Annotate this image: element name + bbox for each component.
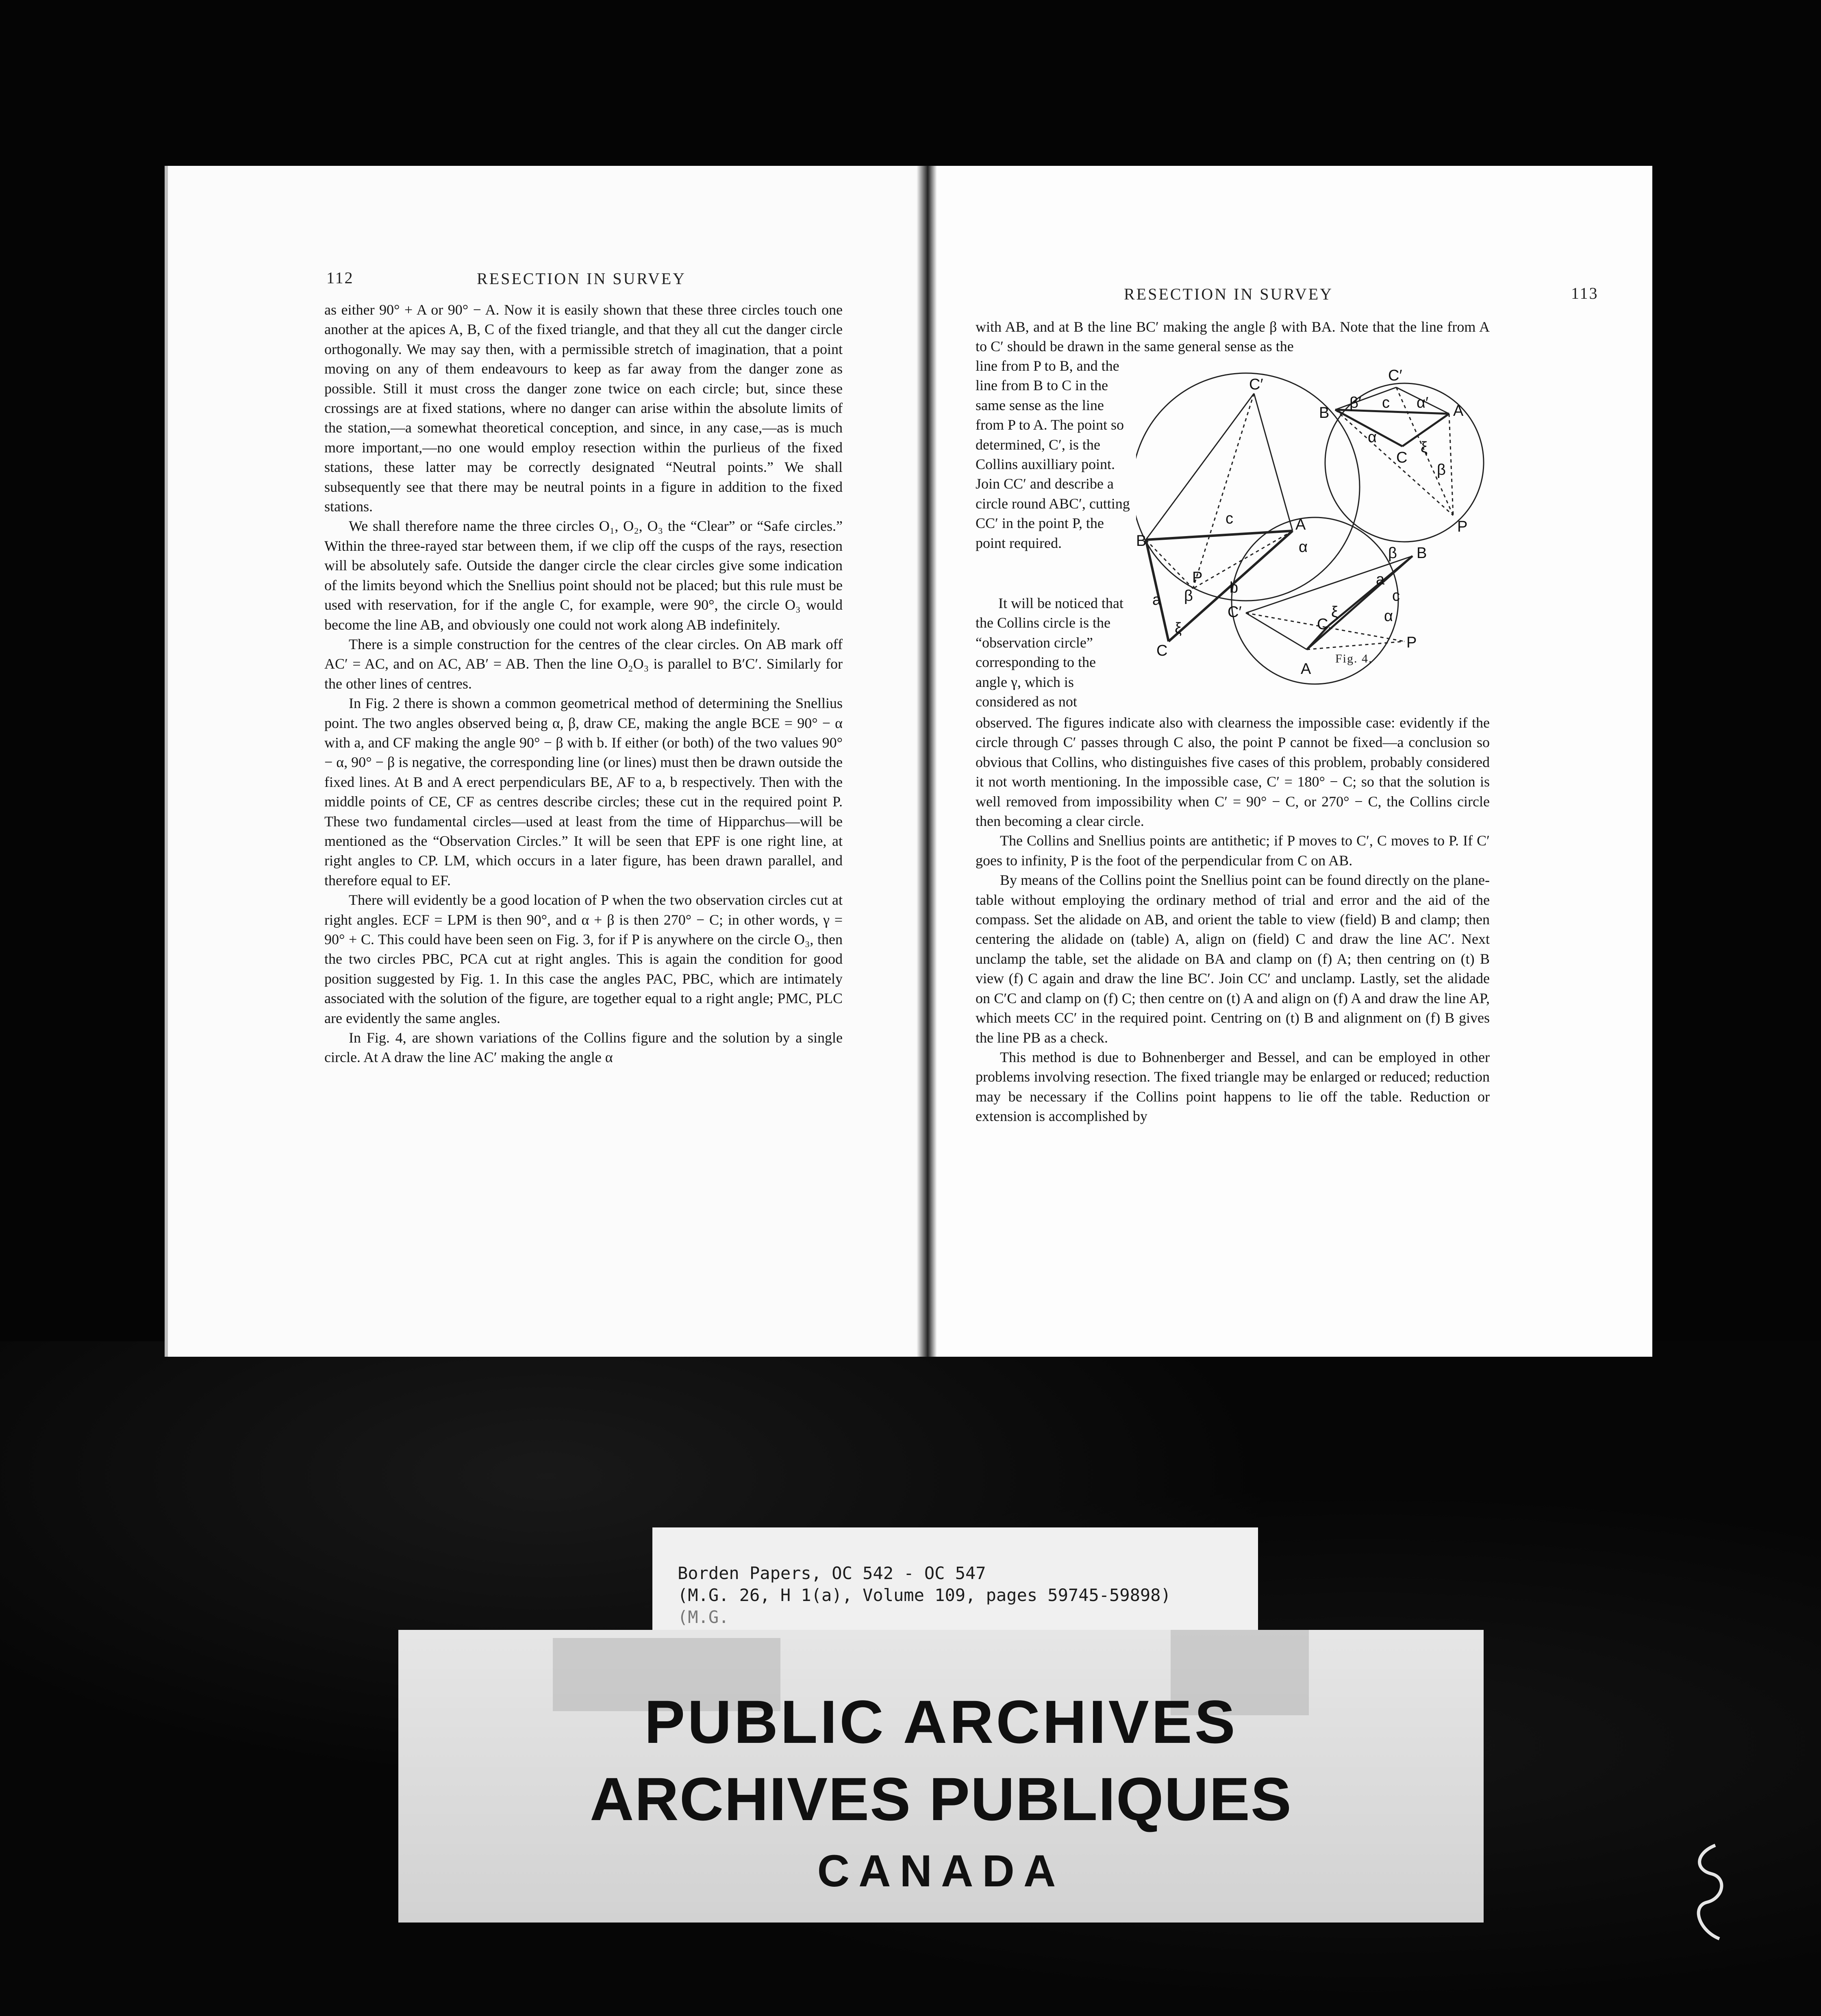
left-page-number: 112 (326, 269, 354, 287)
left-page (165, 166, 929, 1357)
right-page-number: 113 (1571, 284, 1599, 302)
paragraph: In Fig. 2 there is shown a common geometrical method of determining the Snellius point. The two angles observed being α, β, draw CE, making the angle BCE = 90° − α with a, and CF making the angle 90° − β with b. If either (or both) of the two values 90° − α, 90° − β is negative, the corresponding line (or lines) must then be drawn outside the fixed lines. At B and A erect perpendiculars BE, AF to a, b respectively. Then with the middle points of CE, CF as centres describe circles; these cut in the required point P. These two fundamental circles—used at least from the time of Hipparchus—will be mentioned as the “Observation Circles.” It will be seen that EPF is one right line, at right angles to CP. LM, which occurs in a later figure, has been drawn parallel, and therefore equal to EF. (324, 695, 843, 889)
fig2-label-c-side: c (1382, 394, 1390, 411)
fig1-label-c-prime: C′ (1249, 376, 1263, 393)
beside-figure-text: line from P to B, and the line from B to C in the same sense as the line from P to A. The point so determined, C′, is the Collins auxilliary point. Join CC′ and describe a circle round ABC′, cutting CC′ in the point P, the point required. (976, 358, 1130, 551)
fig2-label-beta: β (1437, 461, 1446, 478)
fig2-label-beta-prime: β′ (1349, 394, 1361, 411)
paragraph: There is a simple construction for the centres of the clear circles. On AB mark off AC′ = AC, and on AC, AB′ = AB. Then the line O₂O₃ is parallel to B′C′. Similarly for the other lines of centres. (324, 636, 843, 692)
paragraph: There will evidently be a good location of P when the two observation circles cut at right angles. ECF = LPM is then 90°, and α + β is then 270° − C; in other words, γ = 90° + C. This could have been seen on Fig. 3, for if P is anywhere on the circle O₃, then the two circles PBC, PCA cut at right angles. This is again the condition for good position suggested by Fig. 1. In this case the angles PAC, PBC, which are intimately associated with the solution of the figure, are together equal to a right angle; PMC, PLC are evidently the same angles. (324, 892, 843, 1026)
figure-caption: Fig. 4. (1335, 652, 1373, 665)
fig3-label-b: B (1417, 545, 1427, 562)
label-line-1: PUBLIC ARCHIVES (644, 1688, 1238, 1756)
fig3-label-beta: β (1388, 545, 1397, 562)
paragraph: as either 90° + A or 90° − A. Now it is easily shown that these three circles touch one another at the apices A, B, C of the fixed triangle, and that they all cut the danger circle orthogonally. We may say then, with a permissible stretch of imagination, that a point moving on any of them endeavours to keep as far away from the danger zone as possible. Still it must cross the danger zone twice on each circle; but, since these crossings are at fixed stations, where no danger can arise within the absolute limits of the station,—a somewhat theoretical conception, and since, in any case,—as is much more important,—no one would employ resection within the purlieus of the fixed stations, these latter may be correctly designated “Neutral points.” We shall subsequently see that there may be neutral points in a figure in addition to the fixed stations. (324, 302, 843, 515)
fig3-label-a: A (1301, 660, 1311, 678)
fig2-label-b: B (1319, 404, 1330, 421)
paragraph: We shall therefore name the three circles O₁, O₂, O₃ the “Clear” or “Safe circles.” Within the three-rayed star between them, if we clip off the cusps of the rays, resection will be absolutely safe. Outside the danger circle the clear circles give some indication of the limits beyond which the Snellius point should not be placed; but this rule must be used with reservation, for if the angle C, for example, were 90°, the circle O₃ would become the line AB, and obviously one could not work along AB indefinitely. (324, 518, 843, 633)
left-running-head: RESECTION IN SURVEY (477, 269, 687, 288)
fig2-label-a: A (1453, 402, 1464, 419)
open-book (165, 166, 1652, 1357)
fig3-label-a-side: a (1376, 571, 1385, 588)
archive-reference-card (652, 1527, 1258, 1633)
fig3-label-c-side: c (1392, 587, 1400, 604)
fig2-label-alpha: α (1368, 429, 1377, 446)
public-archives-label (398, 1630, 1484, 1923)
fig1-label-b: B (1136, 532, 1147, 550)
fig3-label-p: P (1406, 634, 1417, 651)
left-body-text (324, 300, 843, 1067)
fig1-label-a-side: a (1152, 591, 1161, 608)
right-intro-text: with AB, and at B the line BC′ making the angle β with BA. Note that the line from A to C′ should be drawn in the same general sense as the (976, 319, 1490, 355)
fig1-label-c: C (1156, 642, 1168, 659)
fig2-label-alpha-prime: α′ (1417, 394, 1429, 411)
fig1-label-c-side: c (1226, 510, 1233, 527)
fig1-label-p: P (1192, 569, 1203, 586)
card-line-2: (M.G. 26, H 1(a), Volume 109, pages 59745-59898) (678, 1585, 1171, 1605)
paragraph: The Collins and Snellius points are antithetic; if P moves to C′, C moves to P. If C′ goes to infinity, P is the foot of the perpendicular from C on AB. (976, 832, 1490, 869)
paragraph: By means of the Collins point the Snellius point can be found directly on the plane-table without employing the ordinary method of trial and error and the aid of the compass. Set the alidade on AB, and orient the table to view (field) B and clamp; then centering the alidade on (table) A, align on (field) C and draw the line AC′. Next unclamp the table, set the alidade on BA and clamp on (f) A; then centring on (t) B view (f) C again and draw the line BC′. Join CC′ and unclamp. Lastly, set the alidade on C′C and clamp on (f) C; then centre on (t) A and align on (f) A and draw the line AP, which meets CC′ in the required point. Centring on (t) B and alignment on (f) B gives the line PB as a check. (976, 872, 1490, 1046)
fig3-label-c: C (1317, 616, 1328, 633)
beside-figure-text-2: It will be noticed that the Collins circle is the “observation circle” corresponding to the angle γ, which is considered as not (976, 595, 1123, 710)
right-running-head: RESECTION IN SURVEY (1124, 285, 1334, 303)
fig1-label-xi: ξ (1175, 620, 1182, 637)
card-line-1: Borden Papers, OC 542 - OC 547 (678, 1563, 986, 1583)
fig2-label-c-prime: C′ (1388, 367, 1402, 384)
paragraph: In Fig. 4, are shown variations of the Collins figure and the solution by a single circle. At A draw the line AC′ making the angle α (324, 1030, 843, 1066)
fig3-label-xi: ξ (1331, 604, 1339, 621)
label-line-2: ARCHIVES PUBLIQUES (590, 1765, 1292, 1833)
fig2-label-c: C (1396, 449, 1408, 466)
book-gutter (917, 166, 937, 1357)
fig1-label-alpha: α (1299, 539, 1308, 556)
fig2-label-xi: ξ (1421, 439, 1428, 456)
handwritten-mark (1687, 1841, 1736, 1947)
right-page (929, 166, 1652, 1357)
paragraph: This method is due to Bohnenberger and Bessel, and can be employed in other problems involving resection. The fixed triangle may be enlarged or reduced; reduction may be necessary if the Collins point happens to lie off the table. Reduction or extension is accomplished by (976, 1049, 1490, 1125)
fig3-label-c-prime: C′ (1228, 604, 1242, 621)
fig2-label-p: P (1457, 518, 1468, 535)
fig1-label-a: A (1295, 516, 1306, 533)
fig1-label-b-side: b (1230, 579, 1239, 596)
label-line-3: CANADA (817, 1846, 1065, 1896)
paragraph: observed. The figures indicate also with clearness the impossible case: evidently if the circle through C′ passes through C also, the point P cannot be fixed—a conclusion so obvious that Collins, who distinguishes five cases of this problem, probably considered it not worth mentioning. In the impossible case, C′ = 180° − C; so that the solution is well removed from impossibility when C′ = 90° − C, or 270° − C, the Collins circle then becoming a clear circle. (976, 715, 1490, 830)
fig1-label-beta: β (1184, 587, 1193, 604)
fig3-label-alpha: α (1384, 608, 1393, 625)
right-body-text (976, 713, 1490, 1126)
card-line-3: (M.G. (678, 1607, 729, 1627)
